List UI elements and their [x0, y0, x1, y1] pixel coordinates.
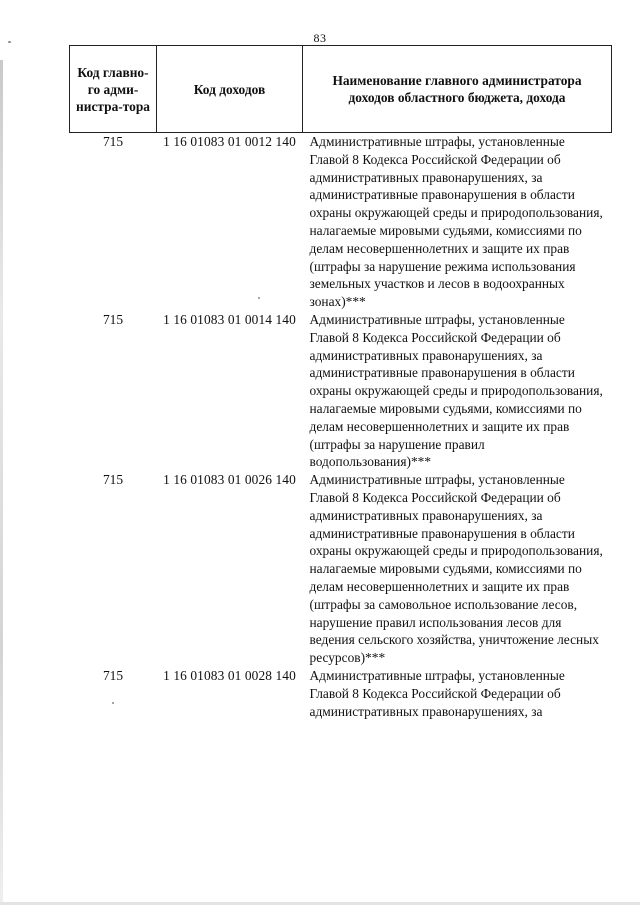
- table-header-row: [70, 46, 612, 133]
- table-row: [70, 133, 612, 311]
- header-income-code: Код доходов: [157, 46, 303, 133]
- income-name-cell: Административные штрафы, установленные Главой 8 Кодекса Российской Федерации об административных правонарушениях, за административные правонарушения в области охраны окружающей среды и природопользования, налагаемые мировыми судьями, комиссиями по делам несовершеннолетних и защите их прав (штрафы за самовольное использование лесов, нарушение правил использования лесов для ведения сельского хозяйства, уничтожение лесных ресурсов)***: [309, 472, 603, 666]
- income-code-cell: 1 16 01083 01 0028 140: [163, 667, 296, 683]
- scan-shadow-left: [0, 60, 3, 905]
- income-code-cell: 1 16 01083 01 0026 140: [163, 472, 296, 488]
- admin-code-cell: 715: [102, 134, 124, 149]
- revenue-table: [69, 45, 612, 720]
- admin-code-cell: 715: [102, 667, 124, 683]
- admin-code-cell: 715: [102, 311, 124, 327]
- table-row: [70, 471, 612, 667]
- income-name-cell: Административные штрафы, установленные Главой 8 Кодекса Российской Федерации об административных правонарушениях, за административные правонарушения в области охраны окружающей среды и природопользования, налагаемые мировыми судьями, комиссиями по делам несовершеннолетних и защите их прав (штрафы за нарушение правил водопользования)***: [309, 311, 603, 470]
- header-name: Наименование главного администратора доходов областного бюджета, дохода: [303, 46, 612, 133]
- table-row: [70, 667, 612, 720]
- table-row: [70, 311, 612, 471]
- admin-code-cell: 715: [102, 472, 124, 488]
- income-name-cell: Административные штрафы, установленные Главой 8 Кодекса Российской Федерации об административных правонарушениях, за административные правонарушения в области охраны окружающей среды и природопользования, налагаемые мировыми судьями, комиссиями по делам несовершеннолетних и защите их прав (штрафы за нарушение режима использования земельных участков и лесов в водоохранных зонах)***: [309, 134, 603, 310]
- header-admin-code: Код главно-го адми-нистра-тора: [70, 46, 157, 133]
- page-number: 83: [313, 31, 327, 45]
- income-code-cell: 1 16 01083 01 0014 140: [163, 311, 296, 327]
- income-name-cell: Административные штрафы, установленные Главой 8 Кодекса Российской Федерации об административных правонарушениях, за: [309, 667, 565, 719]
- income-code-cell: 1 16 01083 01 0012 140: [163, 134, 296, 149]
